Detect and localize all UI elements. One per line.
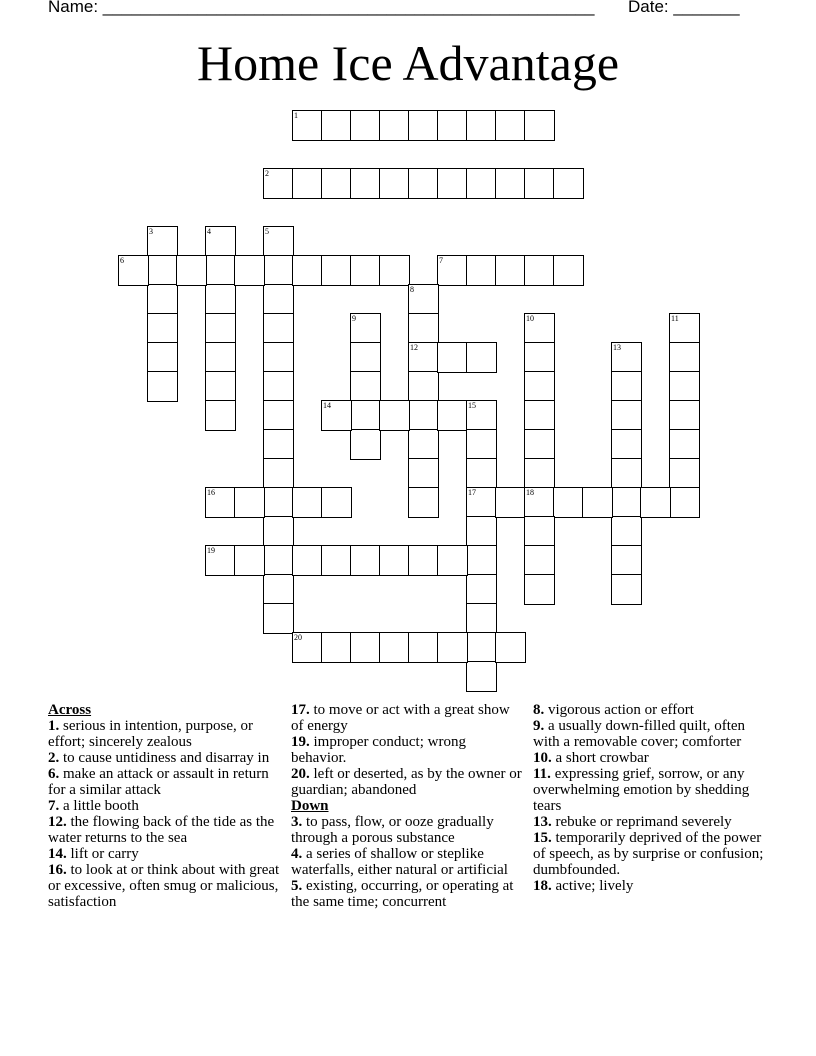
grid-cell[interactable] [263, 574, 294, 605]
grid-cell[interactable] [669, 400, 700, 431]
clue-number: 19. [291, 734, 310, 750]
grid-cell[interactable] [437, 255, 468, 286]
grid-cell[interactable] [466, 342, 497, 373]
grid-cell[interactable] [524, 255, 555, 286]
grid-cell[interactable] [524, 371, 555, 402]
grid-cell[interactable] [611, 516, 642, 547]
grid-cell[interactable] [321, 545, 352, 576]
name-field-label: Name: ____________________________________________________ [48, 0, 595, 16]
grid-cell[interactable] [466, 545, 497, 576]
grid-cell[interactable] [611, 400, 642, 431]
grid-cell[interactable] [408, 313, 439, 344]
cell-number: 4 [207, 227, 211, 236]
grid-cell[interactable] [147, 226, 178, 257]
grid-cell[interactable] [263, 226, 294, 257]
clue-item [48, 846, 280, 862]
grid-cell[interactable] [205, 487, 236, 518]
grid-cell[interactable] [495, 255, 526, 286]
grid-cell[interactable] [234, 255, 265, 286]
clue-number: 14. [48, 846, 67, 862]
grid-cell[interactable] [350, 342, 381, 373]
grid-cell[interactable] [379, 168, 410, 199]
clue-text: a series of shallow or steplike waterfalls, either natural or artificial [291, 846, 508, 878]
clue-number: 7. [48, 798, 60, 814]
cell-number: 5 [265, 227, 269, 236]
grid-cell[interactable] [205, 371, 236, 402]
clue-text: vigorous action or effort [544, 702, 694, 718]
clue-item [48, 798, 280, 814]
grid-cell[interactable] [234, 545, 265, 576]
grid-cell[interactable] [379, 255, 410, 286]
cell-number: 17 [468, 488, 476, 497]
grid-cell[interactable] [176, 255, 207, 286]
clue-text: improper conduct; wrong behavior. [291, 734, 466, 766]
clue-number: 2. [48, 750, 60, 766]
grid-cell[interactable] [437, 342, 468, 373]
clue-text: lift or carry [66, 846, 139, 862]
grid-cell[interactable] [379, 545, 410, 576]
clue-text: a short crowbar [551, 750, 649, 766]
cell-number: 20 [294, 633, 302, 642]
grid-cell[interactable] [263, 603, 294, 634]
grid-cell[interactable] [611, 371, 642, 402]
clue-text: to look at or think about with great or excessive, often smug or malicious, satisfaction [48, 862, 280, 910]
grid-cell[interactable] [379, 110, 410, 141]
grid-cell[interactable] [408, 429, 439, 460]
grid-cell[interactable] [321, 255, 352, 286]
grid-cell[interactable] [524, 458, 555, 489]
clue-text: a little booth [59, 798, 139, 814]
grid-cell[interactable] [611, 429, 642, 460]
clue-number: 18. [533, 878, 552, 894]
grid-cell[interactable] [495, 110, 526, 141]
grid-cell[interactable] [147, 255, 178, 286]
grid-cell[interactable] [379, 632, 410, 663]
grid-cell[interactable] [437, 545, 468, 576]
grid-cell[interactable] [524, 313, 555, 344]
clue-column-3 [533, 702, 765, 894]
grid-cell[interactable] [205, 545, 236, 576]
grid-cell[interactable] [495, 487, 526, 518]
clue-number: 11. [533, 766, 551, 782]
cell-number: 6 [120, 256, 124, 265]
grid-cell[interactable] [669, 458, 700, 489]
grid-cell[interactable] [263, 371, 294, 402]
grid-cell[interactable] [263, 487, 294, 518]
grid-cell[interactable] [350, 371, 381, 402]
clue-text: active; lively [551, 878, 634, 894]
grid-cell[interactable] [466, 458, 497, 489]
cell-number: 2 [265, 169, 269, 178]
grid-cell[interactable] [263, 516, 294, 547]
clue-number: 17. [291, 702, 310, 718]
grid-cell[interactable] [263, 342, 294, 373]
clue-item [48, 766, 280, 798]
grid-cell[interactable] [263, 545, 294, 576]
grid-cell[interactable] [350, 168, 381, 199]
grid-cell[interactable] [408, 342, 439, 373]
clue-text: make an attack or assault in return for a similar attack [48, 766, 269, 798]
clue-item [533, 702, 765, 718]
grid-cell[interactable] [524, 574, 555, 605]
grid-cell[interactable] [524, 342, 555, 373]
cell-number: 10 [526, 314, 534, 323]
grid-cell[interactable] [205, 255, 236, 286]
grid-cell[interactable] [292, 632, 323, 663]
grid-cell[interactable] [524, 168, 555, 199]
grid-cell[interactable] [408, 487, 439, 518]
clue-item [48, 862, 280, 910]
grid-cell[interactable] [611, 545, 642, 576]
clue-heading: Across [48, 702, 92, 718]
grid-cell[interactable] [147, 342, 178, 373]
grid-cell[interactable] [205, 400, 236, 431]
grid-cell[interactable] [379, 400, 410, 431]
grid-cell[interactable] [321, 400, 352, 431]
cell-number: 1 [294, 111, 298, 120]
clue-item [533, 766, 765, 814]
grid-cell[interactable] [611, 342, 642, 373]
grid-cell[interactable] [466, 110, 497, 141]
cell-number: 16 [207, 488, 215, 497]
clue-item [291, 766, 523, 798]
grid-cell[interactable] [669, 487, 700, 518]
grid-cell[interactable] [495, 632, 526, 663]
grid-cell[interactable] [147, 284, 178, 315]
clue-number: 1. [48, 718, 60, 734]
grid-cell[interactable] [350, 313, 381, 344]
clue-number: 16. [48, 862, 67, 878]
grid-cell[interactable] [292, 487, 323, 518]
grid-cell[interactable] [350, 400, 381, 431]
grid-cell[interactable] [408, 168, 439, 199]
clue-number: 5. [291, 878, 303, 894]
clue-text: rebuke or reprimand severely [551, 814, 732, 830]
grid-cell[interactable] [437, 400, 468, 431]
cell-number: 9 [352, 314, 356, 323]
grid-cell[interactable] [640, 487, 671, 518]
grid-cell[interactable] [495, 168, 526, 199]
clue-item [533, 814, 765, 830]
clue-text: serious in intention, purpose, or effort; sincerely zealous [48, 718, 253, 750]
grid-cell[interactable] [263, 400, 294, 431]
grid-cell[interactable] [234, 487, 265, 518]
clue-item [291, 702, 523, 734]
grid-cell[interactable] [669, 371, 700, 402]
clue-number: 8. [533, 702, 545, 718]
grid-cell[interactable] [292, 110, 323, 141]
grid-cell[interactable] [263, 313, 294, 344]
grid-cell[interactable] [466, 516, 497, 547]
grid-cell[interactable] [263, 458, 294, 489]
cell-number: 13 [613, 343, 621, 352]
grid-cell[interactable] [205, 313, 236, 344]
grid-cell[interactable] [408, 371, 439, 402]
grid-cell[interactable] [611, 574, 642, 605]
grid-cell[interactable] [205, 342, 236, 373]
grid-cell[interactable] [466, 168, 497, 199]
clue-number: 20. [291, 766, 310, 782]
clue-item [48, 814, 280, 846]
grid-cell[interactable] [524, 545, 555, 576]
clue-item [533, 750, 765, 766]
grid-cell[interactable] [321, 487, 352, 518]
clue-heading: Down [291, 798, 329, 814]
grid-cell[interactable] [669, 313, 700, 344]
cell-number: 7 [439, 256, 443, 265]
grid-cell[interactable] [524, 516, 555, 547]
grid-cell[interactable] [408, 110, 439, 141]
grid-cell[interactable] [292, 168, 323, 199]
grid-cell[interactable] [408, 632, 439, 663]
cell-number: 19 [207, 546, 215, 555]
grid-cell[interactable] [263, 284, 294, 315]
cell-number: 12 [410, 343, 418, 352]
grid-cell[interactable] [350, 255, 381, 286]
clue-number: 10. [533, 750, 552, 766]
clue-item [291, 846, 523, 878]
grid-cell[interactable] [466, 400, 497, 431]
grid-cell[interactable] [292, 545, 323, 576]
clue-text: temporarily deprived of the power of speech, as by surprise or confusion; dumbfounded. [533, 830, 764, 878]
grid-cell[interactable] [292, 255, 323, 286]
cell-number: 15 [468, 401, 476, 410]
clue-number: 6. [48, 766, 60, 782]
clue-item [533, 830, 765, 878]
cell-number: 11 [671, 314, 679, 323]
clue-text: to cause untidiness and disarray in [59, 750, 270, 766]
clue-text: the flowing back of the tide as the water returns to the sea [48, 814, 275, 846]
grid-cell[interactable] [350, 429, 381, 460]
grid-cell[interactable] [350, 110, 381, 141]
clue-text: expressing grief, sorrow, or any overwhelming emotion by shedding tears [533, 766, 750, 814]
grid-cell[interactable] [437, 632, 468, 663]
grid-cell[interactable] [263, 168, 294, 199]
grid-cell[interactable] [524, 487, 555, 518]
grid-cell[interactable] [466, 632, 497, 663]
clue-column-1 [48, 702, 280, 910]
page-title: Home Ice Advantage [196, 35, 620, 91]
grid-cell[interactable] [408, 458, 439, 489]
grid-cell[interactable] [263, 255, 294, 286]
grid-cell[interactable] [408, 284, 439, 315]
clue-number: 3. [291, 814, 303, 830]
grid-cell[interactable] [466, 661, 497, 692]
grid-cell[interactable] [263, 429, 294, 460]
grid-cell[interactable] [118, 255, 149, 286]
cell-number: 18 [526, 488, 534, 497]
cell-number: 3 [149, 227, 153, 236]
grid-cell[interactable] [669, 342, 700, 373]
grid-cell[interactable] [553, 255, 584, 286]
grid-cell[interactable] [350, 632, 381, 663]
grid-cell[interactable] [466, 255, 497, 286]
clue-item [533, 718, 765, 750]
clue-number: 4. [291, 846, 303, 862]
grid-cell[interactable] [611, 487, 642, 518]
cell-number: 14 [323, 401, 331, 410]
grid-cell[interactable] [582, 487, 613, 518]
grid-cell[interactable] [205, 284, 236, 315]
grid-cell[interactable] [553, 487, 584, 518]
clue-item [291, 814, 523, 846]
grid-cell[interactable] [408, 545, 439, 576]
clue-number: 9. [533, 718, 545, 734]
grid-cell[interactable] [466, 487, 497, 518]
clue-text: existing, occurring, or operating at the same time; concurrent [291, 878, 514, 910]
clue-number: 12. [48, 814, 67, 830]
clue-item [48, 718, 280, 750]
grid-cell[interactable] [553, 168, 584, 199]
grid-cell[interactable] [437, 110, 468, 141]
grid-cell[interactable] [321, 168, 352, 199]
grid-cell[interactable] [437, 168, 468, 199]
grid-cell[interactable] [669, 429, 700, 460]
grid-cell[interactable] [147, 371, 178, 402]
clue-text: a usually down-filled quilt, often with a removable cover; comforter [533, 718, 746, 750]
clue-item [48, 750, 280, 766]
grid-cell[interactable] [524, 400, 555, 431]
grid-cell[interactable] [350, 545, 381, 576]
grid-cell[interactable] [408, 400, 439, 431]
grid-cell[interactable] [611, 458, 642, 489]
grid-cell[interactable] [524, 429, 555, 460]
grid-cell[interactable] [524, 110, 555, 141]
clue-item [533, 878, 765, 894]
grid-cell[interactable] [205, 226, 236, 257]
clue-number: 13. [533, 814, 552, 830]
grid-cell[interactable] [466, 574, 497, 605]
grid-cell[interactable] [321, 110, 352, 141]
grid-cell[interactable] [466, 429, 497, 460]
clue-text: to pass, flow, or ooze gradually through a porous substance [291, 814, 494, 846]
cell-number: 8 [410, 285, 414, 294]
clue-item [291, 878, 523, 910]
clue-column-2 [291, 702, 523, 910]
clue-text: left or deserted, as by the owner or guardian; abandoned [291, 766, 522, 798]
clue-number: 15. [533, 830, 552, 846]
clue-text: to move or act with a great show of energy [291, 702, 510, 734]
grid-cell[interactable] [321, 632, 352, 663]
grid-cell[interactable] [466, 603, 497, 634]
date-field-label: Date: _______ [628, 0, 740, 16]
grid-cell[interactable] [147, 313, 178, 344]
clue-item [291, 734, 523, 766]
